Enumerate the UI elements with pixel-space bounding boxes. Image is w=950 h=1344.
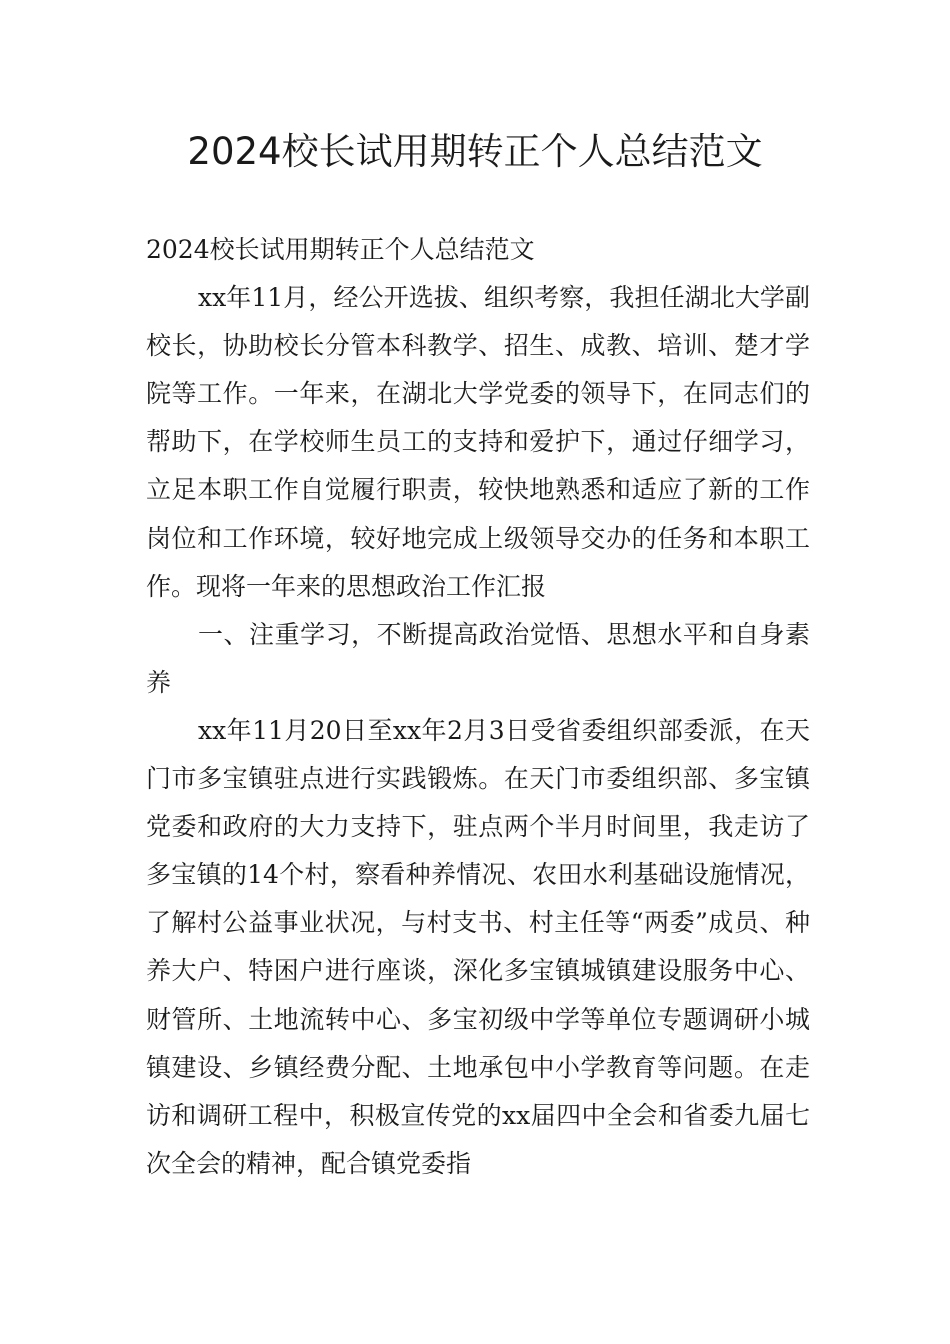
- paragraph-practice: xx年11月20日至xx年2月3日受省委组织部委派，在天门市多宝镇驻点进行实践锻炼。在天门市委组织部、多宝镇党委和政府的大力支持下，驻点两个半月时间里，我走访了多宝镇的14个村，察看种养情况、农田水利基础设施情况，了解村公益事业状况，与村支书、村主任等“两委”成员、种养大户、特困户进行座谈，深化多宝镇城镇建设服务中心、财管所、土地流转中心、多宝初级中学等单位专题调研小城镇建设、乡镇经费分配、土地承包中小学教育等问题。在走访和调研工程中，积极宣传党的xx届四中全会和省委九届七次全会的精神，配合镇党委指: [146, 715, 810, 1178]
- paragraph-intro: xx年11月，经公开选拔、组织考察，我担任湖北大学副校长，协助校长分管本科教学、招生、成教、培训、楚才学院等工作。一年来，在湖北大学党委的领导下，在同志们的帮助下，在学校师生员工的支持和爱护下，通过仔细学习，立足本职工作自觉履行职责，较快地熟悉和适应了新的工作岗位和工作环境，较好地完成上级领导交办的任务和本职工作。现将一年来的思想政治工作汇报: [146, 283, 810, 601]
- document-subtitle: 2024校长试用期转正个人总结范文: [146, 235, 535, 264]
- document-body: [146, 226, 810, 1188]
- document-title: 2024校长试用期转正个人总结范文: [187, 130, 763, 173]
- section-heading-1: 一、注重学习，不断提高政治觉悟、思想水平和自身素养: [146, 619, 810, 697]
